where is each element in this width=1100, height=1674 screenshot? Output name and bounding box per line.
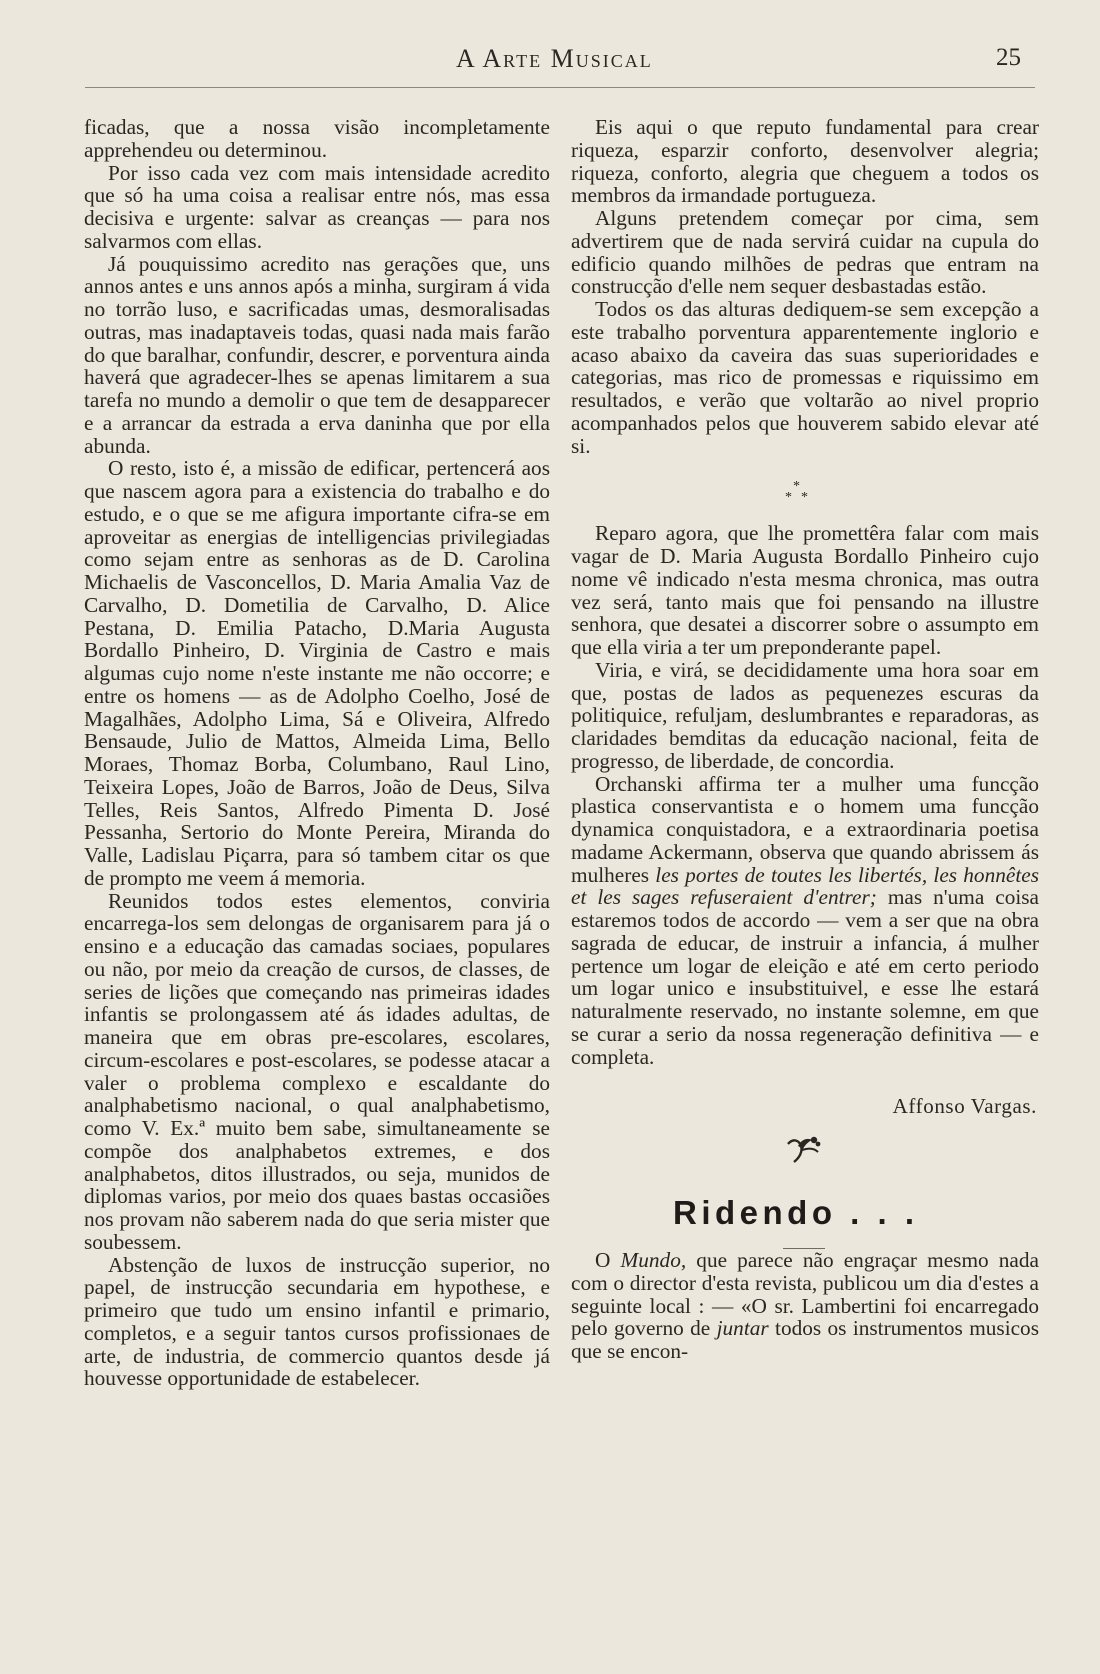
author-signature: Affonso Vargas. <box>892 1094 1037 1119</box>
paragraph: Eis aqui o que reputo fundamental para crear riqueza, esparzir conforto, desenvolver alegria; riqueza, conforto, alegria que cheguem a todos os membros da irmandade portugueza. <box>571 115 1039 208</box>
left-column <box>84 116 550 1390</box>
text-run: todos os instrumentos musicos que se encon- <box>571 1316 1039 1363</box>
paragraph: ficadas, que a nossa visão incompletamente apprehendeu ou determinou. <box>84 115 550 162</box>
paragraph: Por isso cada vez com mais intensidade acredito que só ha uma coisa a realisar entre nós, mas essa decisiva e urgente: salvar as creanças — para nos salvarmos com ellas. <box>84 160 550 253</box>
paragraph: Reparo agora, que lhe promettêra falar com mais vagar de D. Maria Augusta Bordallo Pinheiro cujo nome vê indicado n'esta mesma chronica, mas outra vez será, tanto mais que foi pensando na illustre senhora, que desatei a discorrer sobre o assumpto em que ella viria a ter um preponderante papel. <box>571 521 1039 659</box>
newspaper-name: Mundo, <box>620 1248 687 1272</box>
asterisk: * <box>793 479 800 495</box>
text-run: O <box>595 1248 621 1272</box>
text-run: que parece não engraçar mesmo nada com o director d'esta revista, publicou um dia d'estes a seguinte local : — «O sr. Lambertini foi encarregado pelo governo de <box>571 1248 1039 1341</box>
asterisk: * <box>801 490 808 506</box>
paragraph: Já pouquissimo acredito nas gerações que, uns annos antes e uns annos após a minha, surgiram á vida no torrão luso, e sacrificadas umas, desmoralisadas outras, mas inadaptaveis todas, quasi nada mais farão do que baralhar, confundir, descrer, e porventura ainda haverá que agradecer-lhes se apenas limitarem a sua tarefa no mundo a demolir o que tem de desapparecer e a arrancar da estrada a erva daninha que por ella abunda. <box>84 251 550 458</box>
asterisk: * <box>785 490 792 506</box>
paragraph: O resto, isto é, a missão de edificar, pertencerá aos que nascem agora para a existencia do trabalho e do estudo, e o que se me afigura importante cifra-se em aproveitar as energias de intelligencias privilegiadas como sejam entre as senhoras as de D. Carolina Michaelis de Vasconcellos, D. Maria Amalia Vaz de Carvalho, D. Dometilia de Carvalho, D. Alice Pestana, D. Emilia Patacho, D.Maria Augusta Bordallo Pinheiro, D. Virginia de Castro e mais algumas cujo nome n'este instante me não occorre; e entre os homens — as de Adolpho Coelho, José de Magalhães, Adolpho Lima, Sá e Oliveira, Alfredo Bensaude, Julio de Mattos, Almeida Lima, Bello Moraes, Thomaz Borba, Columbano, Raul Lino, Teixeira Lopes, João de Barros, João de Deus, Silva Telles, Reis Santos, Alfredo Pimenta D. José Pessanha, Sertorio do Monte Pereira, Miranda do Valle, Ladislau Piçarra, para só tambem citar os que de prompto me veem á memoria. <box>84 456 550 890</box>
paragraph: Reunidos todos estes elementos, conviria encarrega-los sem delongas de organisarem para já o ensino e a educação das camadas sociaes, populares ou não, por meio da creação de cursos, de classes, de series de lições que começando nas primeiras idades infantis se prolongassem até ás idades adultas, de maneira que em obras pre-escolares, escolares, circum-escolares e post-escolares, se podesse atacar a valer o problema complexo e escaldante do analphabetismo nacional, o qual analphabetismo, como V. Ex.ª muito bem sabe, simultaneamente se compõe dos analphabetos extremes, e dos analphabetos, ditos illustrados, ou seja, munidos de diplomas varios, por meio dos quaes bastas occasiões nos provam não saberem nada do que seria mister que soubessem. <box>84 888 550 1254</box>
paragraph <box>571 773 1039 1069</box>
right-column <box>571 116 1039 1363</box>
paragraph: Abstenção de luxos de instrucção superior, no papel, de instrucção secundaria em hypothese, e primeiro que tudo um ensino infantil e primario, completos, e a seguir tantos cursos profissionaes de arte, de industria, de commercio quantos desde já houvesse opportunidade de estabelecer. <box>84 1252 550 1391</box>
emphasis: juntar <box>716 1316 769 1341</box>
paragraph: Viria, e virá, se decididamente uma hora soar em que, postas de lados as pequenezes escuras da politiquice, refuljam, deslumbrantes e reparadoras, as claridades bemditas da educação nacional, feita de progresso, de liberdade, de concordia. <box>571 657 1039 773</box>
text-run: Orchanski affirma ter a mulher uma funcção plastica conservantista e o homem uma funcção dynamica conquistadora, e a extraordinaria poetisa madame Ackermann, observa que quando abrissem ás mulheres <box>571 771 1039 887</box>
header-rule <box>85 87 1035 88</box>
french-quotation: les portes de toutes les libertés, les honnêtes et les sages refuseraient d'entrer; <box>571 862 1039 910</box>
paragraph <box>571 1249 1039 1363</box>
paragraph: Todos os das alturas dediquem-se sem excepção a este trabalho porventura apparentemente inglorio e acaso abaixo da caveira das suas superioridades e categorias, mas rico de promessas e riquissimo em resultados, e verão que voltarão ao nivel proprio acompanhados pelos que houverem sabido elevar até si. <box>571 297 1039 458</box>
fleuron-ornament <box>784 1134 822 1164</box>
section-break-asterism <box>571 480 1039 512</box>
journal-title: A Arte Musical <box>456 44 653 73</box>
running-head <box>0 44 1100 80</box>
text-run: mas n'uma coisa estaremos todos de accordo — vem a ser que na obra sagrada de educar, de instruir a infancia, á mulher pertence um logar de eleição e até em certo periodo um logar unico e insubstituivel, e esse lhe estará naturalmente reservado, no instante solemne, em que se curar a serio da nossa regeneração definitiva — e completa. <box>571 885 1039 1069</box>
page-number: 25 <box>996 44 1021 71</box>
paragraph: Alguns pretendem começar por cima, sem advertirem que de nada servirá cuidar na cupula do edificio quando milhões de pedras que entram na construcção d'elle nem sequer desbastadas estão. <box>571 206 1039 299</box>
section-title: Ridendo . . . <box>673 1194 919 1231</box>
